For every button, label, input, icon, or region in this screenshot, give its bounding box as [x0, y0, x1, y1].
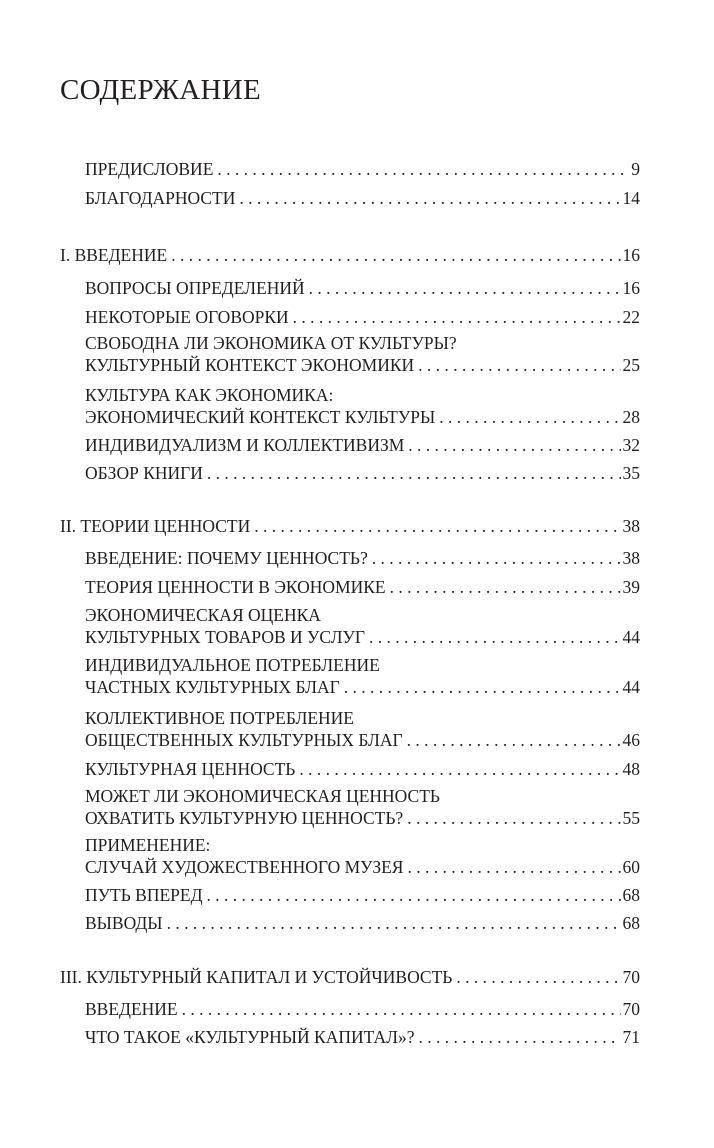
toc-entry-title: ПРЕДИСЛОВИЕ: [85, 159, 214, 179]
toc-section-entry: [85, 384, 640, 428]
dot-leader: [293, 306, 621, 328]
dot-leader: [407, 807, 620, 829]
toc-section-entry: [85, 1026, 640, 1048]
dot-leader: [167, 912, 621, 934]
toc-page-number: 9: [631, 159, 640, 179]
toc-page-number: 55: [622, 808, 640, 828]
toc-entry-title: ВОПРОСЫ ОПРЕДЕЛЕНИЙ: [85, 278, 305, 298]
toc-section-entry: [85, 332, 640, 376]
dot-leader: [439, 406, 620, 428]
toc-page-number: 25: [622, 355, 640, 375]
toc-page-number: 16: [622, 245, 640, 265]
toc-page-number: 44: [622, 627, 640, 647]
toc-entry-title: II. ТЕОРИИ ЦЕННОСТИ: [60, 516, 251, 536]
toc-section-entry: [85, 306, 640, 328]
toc-page-number: 60: [622, 857, 640, 877]
toc-section-entry: [85, 547, 640, 569]
dot-leader: [456, 966, 620, 988]
toc-entry-title-line: КУЛЬТУРА КАК ЭКОНОМИКА:: [85, 385, 334, 405]
dot-leader: [390, 576, 621, 598]
toc-entry-title: ВЫВОДЫ: [85, 913, 163, 933]
dot-leader: [407, 856, 620, 878]
dot-leader: [344, 676, 621, 698]
toc-page-number: 16: [622, 278, 640, 298]
dot-leader: [418, 1026, 620, 1048]
dot-leader: [309, 277, 621, 299]
toc-entry-title: ОХВАТИТЬ КУЛЬТУРНУЮ ЦЕННОСТЬ?: [85, 808, 404, 828]
toc-section-entry: [85, 604, 640, 648]
toc-entry-title: ОБЩЕСТВЕННЫХ КУЛЬТУРНЫХ БЛАГ: [85, 730, 403, 750]
toc-entry-title: ИНДИВИДУАЛИЗМ И КОЛЛЕКТИВИЗМ: [85, 435, 405, 455]
toc-entry-title: ВВЕДЕНИЕ: ПОЧЕМУ ЦЕННОСТЬ?: [85, 548, 368, 568]
toc-section-entry: [85, 434, 640, 456]
toc-page-number: 70: [622, 967, 640, 987]
toc-page-number: 38: [622, 548, 640, 568]
toc-page-number: 14: [622, 188, 640, 208]
toc-section-entry: [85, 576, 640, 598]
toc-section-entry: [85, 912, 640, 934]
toc-page-number: 48: [622, 759, 640, 779]
toc-entry-title: КУЛЬТУРНАЯ ЦЕННОСТЬ: [85, 759, 296, 779]
toc-section-entry: [85, 998, 640, 1020]
toc-entry-title: ЭКОНОМИЧЕСКИЙ КОНТЕКСТ КУЛЬТУРЫ: [85, 407, 436, 427]
toc-page-number: 46: [622, 730, 640, 750]
toc-entry-title: ВВЕДЕНИЕ: [85, 999, 178, 1019]
toc-entry-title: ЧАСТНЫХ КУЛЬТУРНЫХ БЛАГ: [85, 677, 340, 697]
toc-section-entry: [85, 785, 640, 829]
toc-entry-title-line: ИНДИВИДУАЛЬНОЕ ПОТРЕБЛЕНИЕ: [85, 655, 380, 675]
toc-chapter-entry: [60, 515, 640, 537]
toc-chapter-entry: [60, 244, 640, 266]
toc-entry-title-line: МОЖЕТ ЛИ ЭКОНОМИЧЕСКАЯ ЦЕННОСТЬ: [85, 786, 440, 806]
toc-entry-title-line: ЭКОНОМИЧЕСКАЯ ОЦЕНКА: [85, 605, 321, 625]
toc-entry-title: КУЛЬТУРНЫЙ КОНТЕКСТ ЭКОНОМИКИ: [85, 355, 415, 375]
toc-page-number: 22: [622, 307, 640, 327]
toc-entry-title-line: КОЛЛЕКТИВНОЕ ПОТРЕБЛЕНИЕ: [85, 708, 354, 728]
toc-entry-title: ПУТЬ ВПЕРЕД: [85, 885, 203, 905]
toc-entry-title: БЛАГОДАРНОСТИ: [85, 188, 236, 208]
toc-page-number: 35: [622, 463, 640, 483]
toc-page-number: 68: [622, 913, 640, 933]
dot-leader: [182, 998, 621, 1020]
dot-leader: [207, 884, 621, 906]
toc-page-number: 39: [622, 577, 640, 597]
toc-entry-title: ТЕОРИЯ ЦЕННОСТИ В ЭКОНОМИКЕ: [85, 577, 386, 597]
dot-leader: [217, 158, 629, 180]
toc-page-number: 71: [622, 1027, 640, 1047]
toc-entry-title: I. ВВЕДЕНИЕ: [60, 245, 168, 265]
dot-leader: [207, 462, 621, 484]
dot-leader: [171, 244, 620, 266]
toc-section-entry: [85, 707, 640, 751]
toc-entry-title: КУЛЬТУРНЫХ ТОВАРОВ И УСЛУГ: [85, 627, 366, 647]
dot-leader: [408, 434, 620, 456]
toc-entry-title-line: ПРИМЕНЕНИЕ:: [85, 835, 211, 855]
dot-leader: [254, 515, 620, 537]
toc-page-number: 32: [622, 435, 640, 455]
toc-entry-title: НЕКОТОРЫЕ ОГОВОРКИ: [85, 307, 289, 327]
toc-page-number: 44: [622, 677, 640, 697]
toc-entry-title: ОБЗОР КНИГИ: [85, 463, 203, 483]
dot-leader: [407, 729, 621, 751]
dot-leader: [372, 547, 621, 569]
toc-entry-title: ЧТО ТАКОЕ «КУЛЬТУРНЫЙ КАПИТАЛ»?: [85, 1027, 415, 1047]
toc-section-entry: [85, 884, 640, 906]
dot-leader: [299, 758, 620, 780]
toc-page-number: 28: [622, 407, 640, 427]
page-title: СОДЕРЖАНИЕ: [60, 74, 261, 106]
toc-chapter-entry: [60, 966, 640, 988]
toc-page-number: 68: [622, 885, 640, 905]
toc-section-entry: [85, 187, 640, 209]
toc-section-entry: [85, 462, 640, 484]
toc-entry-title: III. КУЛЬТУРНЫЙ КАПИТАЛ И УСТОЙЧИВОСТЬ: [60, 967, 453, 987]
toc-entry-title-line: СВОБОДНА ЛИ ЭКОНОМИКА ОТ КУЛЬТУРЫ?: [85, 333, 457, 353]
dot-leader: [239, 187, 620, 209]
toc-section-entry: [85, 834, 640, 878]
toc-section-entry: [85, 654, 640, 698]
dot-leader: [369, 626, 620, 648]
toc-section-entry: [85, 277, 640, 299]
toc-section-entry: [85, 158, 640, 180]
toc-page-number: 38: [622, 516, 640, 536]
toc-page-number: 70: [622, 999, 640, 1019]
toc-section-entry: [85, 758, 640, 780]
dot-leader: [418, 354, 620, 376]
toc-entry-title: СЛУЧАЙ ХУДОЖЕСТВЕННОГО МУЗЕЯ: [85, 857, 404, 877]
